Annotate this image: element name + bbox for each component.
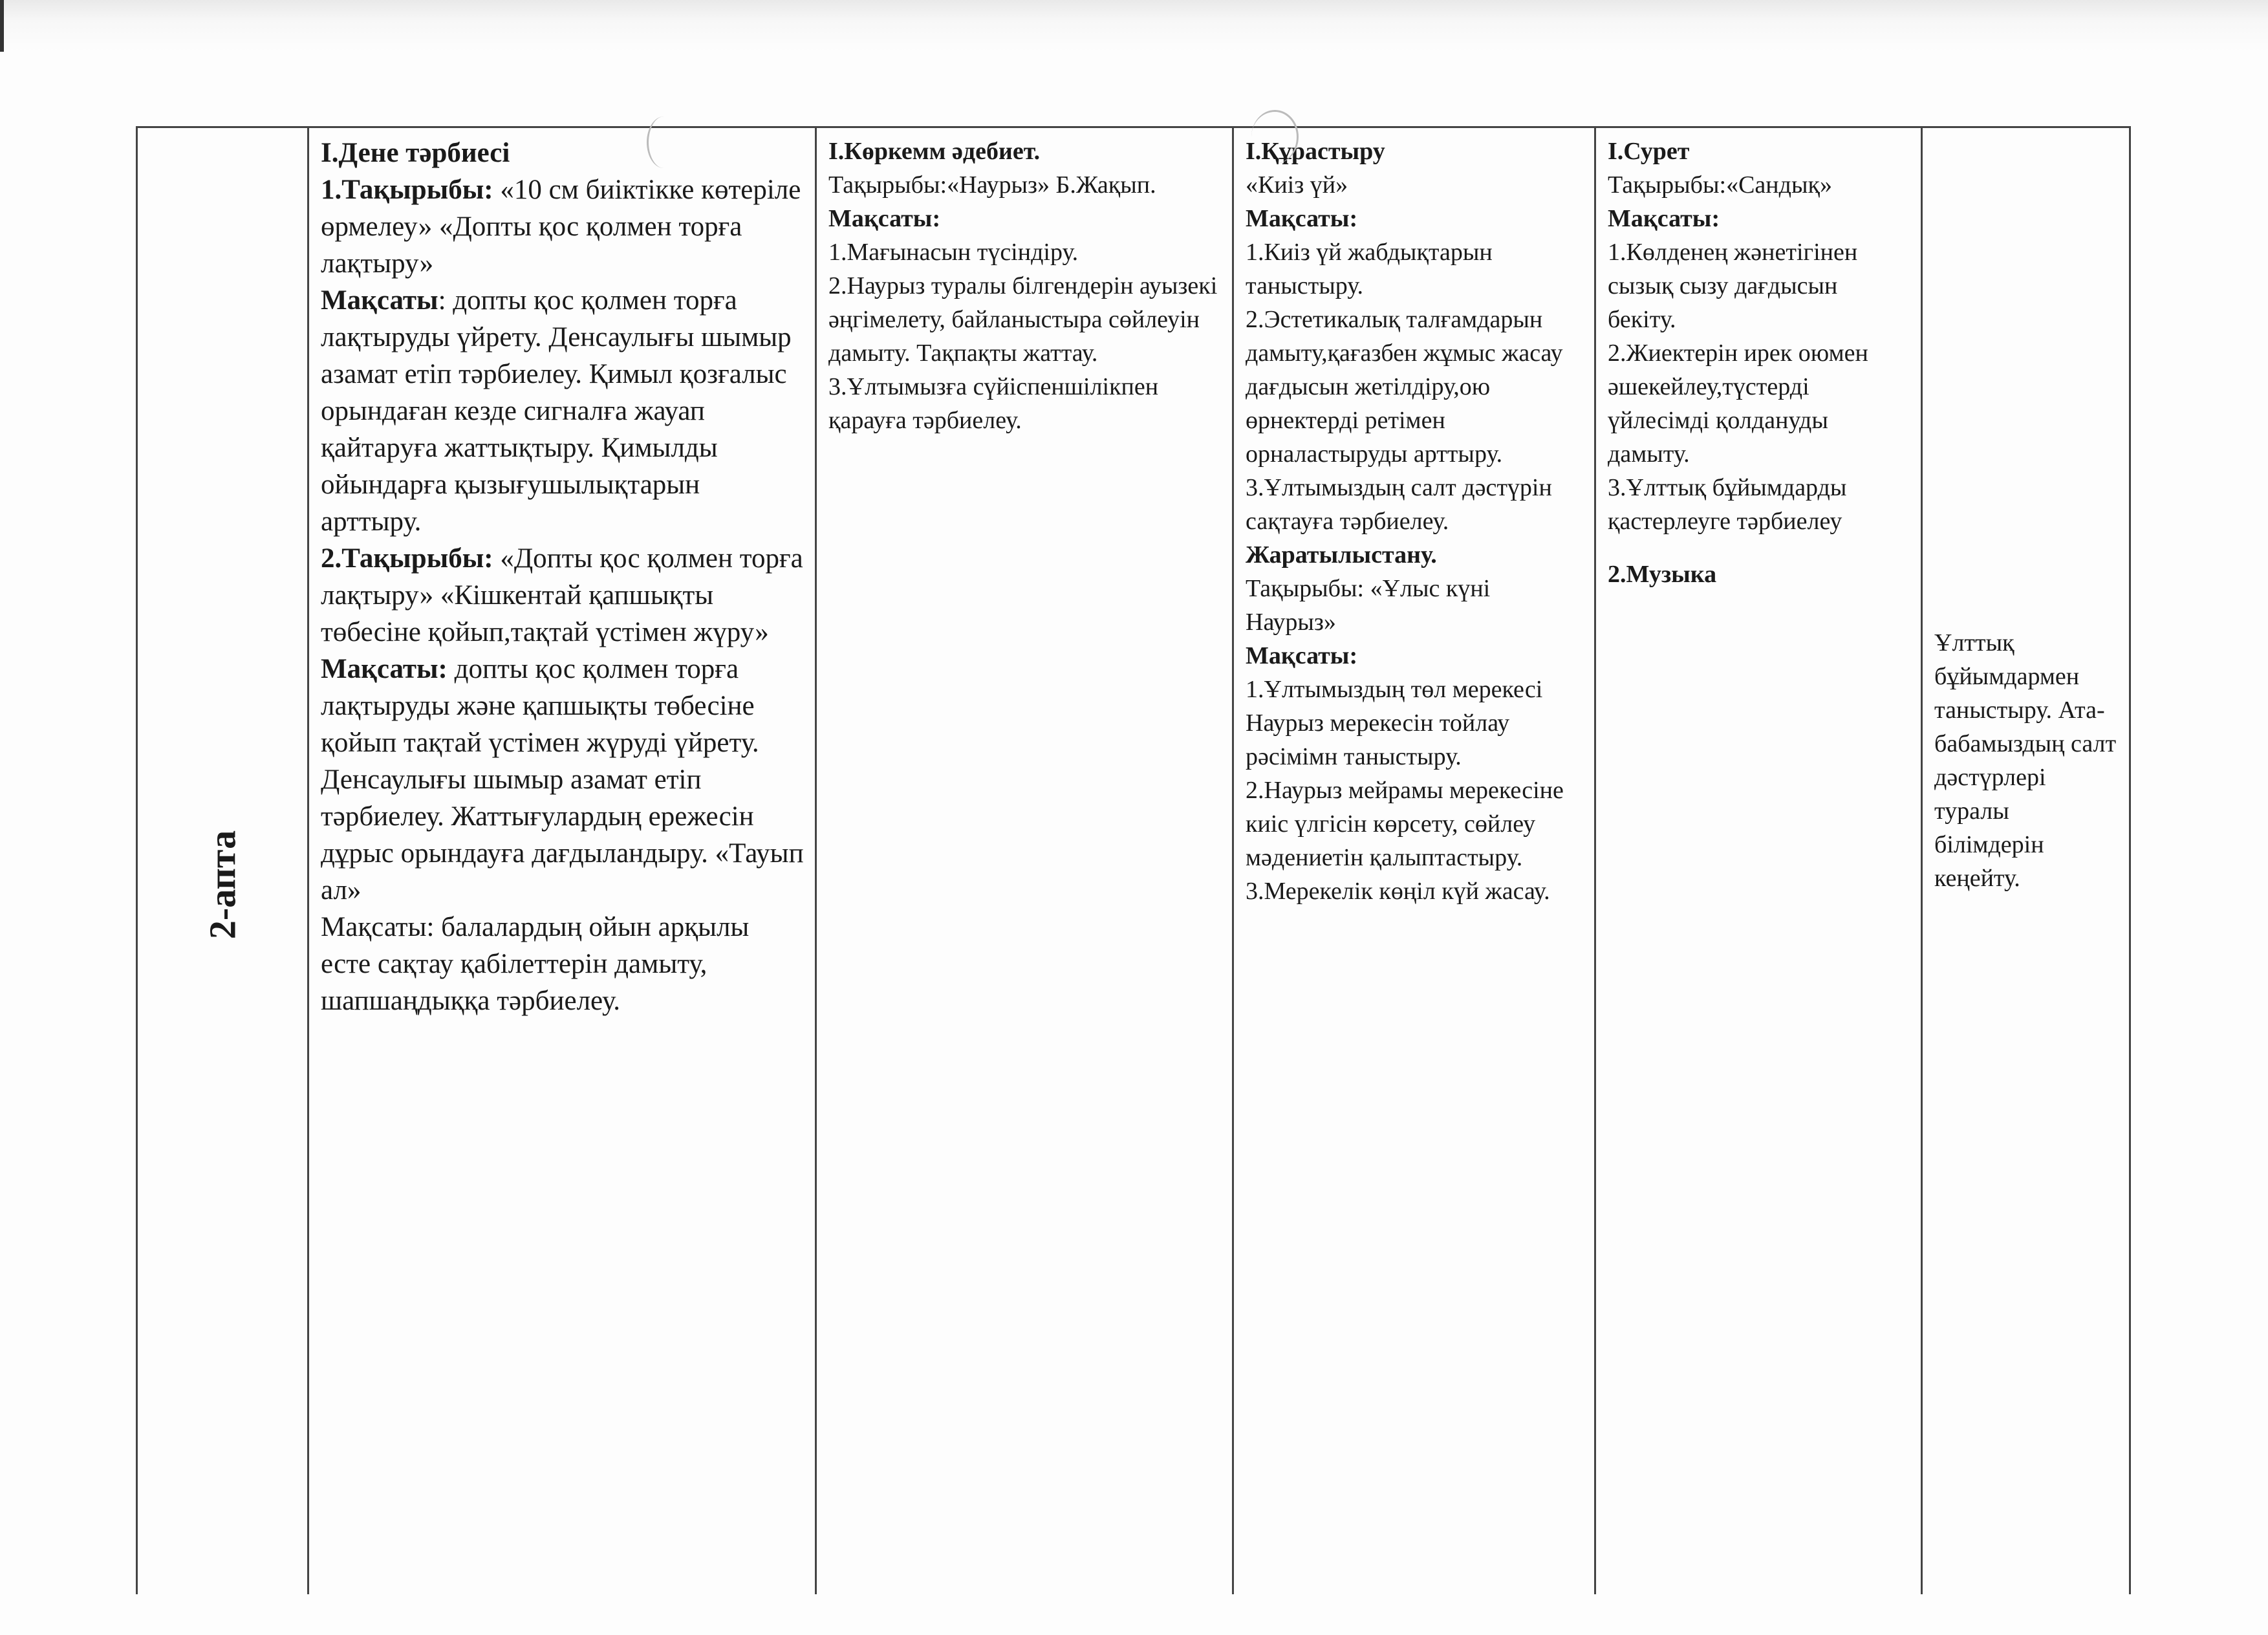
- hole-punch-mark: [647, 116, 681, 168]
- drawing-cell: [1596, 128, 1923, 1594]
- goal-item: 3.Ұлттық бұйымдарды қастерлеуге тәрбиелеу: [1608, 474, 1847, 535]
- goal-label: Мақсаты:: [1246, 205, 1358, 232]
- goal-item: 3.Мерекелік көңіл күй жасау.: [1246, 878, 1550, 905]
- game-goal: Мақсаты: балалардың ойын арқылы есте сақтау қабілеттерін дамыту, шапшаңдыққа тәрбиелеу.: [321, 912, 750, 1016]
- goal-item: 1.Ұлтымыздың төл мерекесі Наурыз мерекесін тойлау рәсімімн таныстыру.: [1246, 676, 1543, 770]
- goal-item: 2.Эстетикалық талғамдарын дамыту,қағазбен жұмыс жасау дағдысын жетілдіру,ою өрнектерді ретімен орналастыруды арттыру.: [1246, 306, 1563, 468]
- goal-item: 1.Көлденең жәнетігінен сызық сызу дағдысын бекіту.: [1608, 239, 1858, 333]
- physical-education-cell: [309, 128, 817, 1594]
- week-label: 2-апта: [201, 830, 244, 940]
- goal-label: Мақсаты:: [1608, 205, 1720, 232]
- goal-item: 1.Киіз үй жабдықтарын таныстыру.: [1246, 239, 1493, 299]
- plan-table: [136, 126, 2131, 1594]
- goal-2: Мақсаты: допты қос қолмен торға лақтыруды және қапшықты төбесіне қойып тақтай үстімен жүруді үйрету. Денсаулығы шымыр азамат етіп тәрбиелеу. Жаттығулардың ережесін дұрыс орындауға дағдыландыру. «Тауып ал»: [321, 654, 804, 905]
- summary-cell: [1923, 128, 2129, 1594]
- hole-punch-mark: [1251, 110, 1299, 164]
- goal-item: 2.Наурыз туралы білгендерін ауызекі әңгімелету, байланыстыра сөйлеуін дамыту. Тақпақты жаттау.: [828, 272, 1218, 367]
- literature-cell: [817, 128, 1234, 1594]
- summary-text: Ұлттық бұйымдармен таныстыру. Ата-бабамыздың салт дәстүрлері туралы білімдерін кеңейту.: [1934, 629, 2117, 892]
- goal-item: 1.Мағынасын түсіндіру.: [828, 239, 1079, 266]
- scan-edge-mark: [0, 0, 4, 52]
- goal-item: 3.Ұлтымыздың салт дәстүрін сақтауға тәрбиелеу.: [1246, 474, 1552, 535]
- science-heading: Жаратылыстану.: [1246, 541, 1437, 568]
- music-heading: 2.Музыка: [1608, 561, 1717, 588]
- topic-1: 1.Тақырыбы: «10 см биіктікке көтеріле өрмелеу» «Допты қос қолмен торға лақтыру»: [321, 175, 801, 279]
- week-column: [138, 128, 309, 1594]
- goal-label: Мақсаты:: [1246, 642, 1358, 669]
- topic: Тақырыбы:«Наурыз» Б.Жақып.: [828, 171, 1156, 199]
- goal-item: 2.Жиектерін ирек оюмен әшекейлеу,түстерді үйлесімді қолдануды дамыту.: [1608, 340, 1868, 468]
- goal-item: 3.Ұлтымызға сүйіспеншілікпен қарауға тәрбиелеу.: [828, 373, 1159, 434]
- scan-edge: [0, 0, 2268, 52]
- cell-heading: І.Көркемм әдебиет.: [828, 138, 1041, 165]
- goal-label: Мақсаты:: [828, 205, 941, 232]
- topic: Тақырыбы:«Сандық»: [1608, 171, 1832, 199]
- construction-cell: [1234, 128, 1596, 1594]
- science-topic: Тақырыбы: «Ұлыс күні Наурыз»: [1246, 575, 1491, 636]
- topic-2: 2.Тақырыбы: «Допты қос қолмен торға лақтыру» «Кішкентай қапшықты төбесіне қойып,тақтай үстімен жүру»: [321, 543, 803, 647]
- cell-heading: І.Сурет: [1608, 138, 1690, 165]
- topic: «Киіз үй»: [1246, 171, 1348, 199]
- cell-heading: І.Дене тәрбиесі: [321, 138, 510, 168]
- cell-heading: І.Құрастыру: [1246, 138, 1385, 165]
- goal-1: Мақсаты: допты қос қолмен торға лақтыруды үйрету. Денсаулығы шымыр азамат етіп тәрбиелеу. Қимыл қозғалыс орындаған кезде сигналға жауап қайтаруға жаттықтыру. Қимылды ойындарға қызығушылықтарын арттыру.: [321, 285, 792, 537]
- goal-item: 2.Наурыз мейрамы мерекесіне киіс үлгісін көрсету, сөйлеу мәдениетін қалыптастыру.: [1246, 777, 1564, 871]
